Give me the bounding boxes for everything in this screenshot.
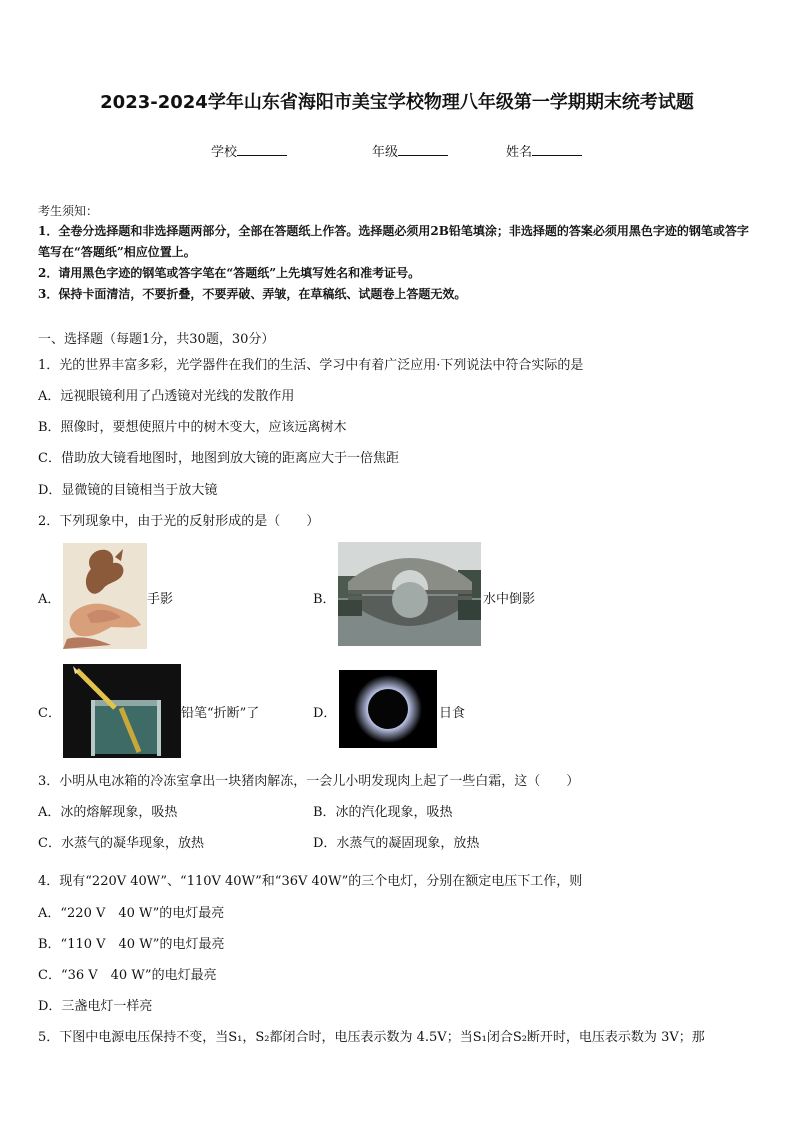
name-label: 姓名	[506, 145, 533, 160]
q3-stem: 3．小明从电冰箱的冷冻室拿出一块猪肉解冻，一会儿小明发现肉上起了一些白霜，这（ ）	[38, 774, 580, 789]
q2-option-d-text[interactable]: 日食	[439, 706, 466, 721]
q3-option-a[interactable]: A．冰的熔解现象，吸热	[38, 805, 178, 820]
q4-option-d[interactable]: D．三盏电灯一样亮	[38, 999, 153, 1014]
school-label: 学校	[211, 145, 238, 160]
q1-option-d[interactable]: D．显微镜的目镜相当于放大镜	[38, 483, 218, 498]
section-heading: 一、选择题（每题1分，共30题，30分）	[38, 332, 275, 347]
q2-option-b-letter[interactable]: B．	[313, 592, 336, 607]
exam-title: 2023-2024学年山东省海阳市美宝学校物理八年级第一学期期末统考试题	[100, 92, 694, 113]
q4-option-b[interactable]: B．“110 V 40 W”的电灯最亮	[38, 937, 225, 952]
q4-stem: 4．现有“220V 40W”、“110V 40W”和“36V 40W”的三个电灯，分别在额定电压下工作，则	[38, 874, 583, 889]
school-blank[interactable]	[237, 143, 287, 156]
grade-field	[372, 141, 448, 160]
grade-label: 年级	[372, 145, 399, 160]
q3-option-b[interactable]: B．冰的汽化现象，吸热	[313, 805, 453, 820]
q5-stem: 5．下图中电源电压保持不变，当S₁，S₂都闭合时，电压表示数为 4.5V；当S₁闭合S₂断开时，电压表示数为 3V；那	[38, 1030, 705, 1045]
q1-option-a[interactable]: A．远视眼镜利用了凸透镜对光线的发散作用	[38, 389, 295, 404]
q3-option-c[interactable]: C．水蒸气的凝华现象，放热	[38, 836, 204, 851]
q2-option-c-text[interactable]: 铅笔“折断”了	[181, 706, 260, 721]
solar-eclipse-image	[339, 670, 437, 748]
bridge-reflection-image	[338, 542, 481, 646]
q2-option-a-letter[interactable]: A．	[38, 592, 61, 607]
q3-option-d[interactable]: D．水蒸气的凝固现象，放热	[313, 836, 480, 851]
name-field	[506, 141, 582, 160]
q4-option-c[interactable]: C．“36 V 40 W”的电灯最亮	[38, 968, 217, 983]
q2-option-c-letter[interactable]: C．	[38, 706, 61, 721]
school-field	[211, 141, 287, 160]
q4-option-a[interactable]: A．“220 V 40 W”的电灯最亮	[38, 906, 225, 921]
q1-option-c[interactable]: C．借助放大镜看地图时，地图到放大镜的距离应大于一倍焦距	[38, 451, 399, 466]
q2-stem: 2．下列现象中，由于光的反射形成的是（ ）	[38, 514, 320, 529]
q2-option-a-text[interactable]: 手影	[147, 592, 174, 607]
grade-blank[interactable]	[398, 143, 448, 156]
hand-shadow-image	[63, 543, 147, 649]
notice-line-1: 1．全卷分选择题和非选择题两部分，全部在答题纸上作答。选择题必须用2B铅笔填涂；非选择题的答案必须用黑色字迹的钢笔或答字笔写在“答题纸”相应位置上。	[38, 224, 749, 259]
q2-option-d-letter[interactable]: D．	[313, 706, 337, 721]
q1-stem: 1．光的世界丰富多彩，光学器件在我们的生活、学习中有着广泛应用·下列说法中符合实际的是	[38, 358, 584, 373]
name-blank[interactable]	[532, 143, 582, 156]
q1-option-b[interactable]: B．照像时，要想使照片中的树木变大，应该远离树木	[38, 420, 347, 435]
q2-option-b-text[interactable]: 水中倒影	[483, 592, 536, 607]
notice-line-3: 3．保持卡面清洁，不要折叠，不要弄破、弄皱，在草稿纸、试题卷上答题无效。	[38, 287, 467, 301]
pencil-in-water-image	[63, 664, 181, 758]
notice-heading: 考生须知：	[38, 204, 99, 218]
notice-line-2: 2．请用黑色字迹的钢笔或答字笔在“答题纸”上先填写姓名和准考证号。	[38, 266, 421, 280]
